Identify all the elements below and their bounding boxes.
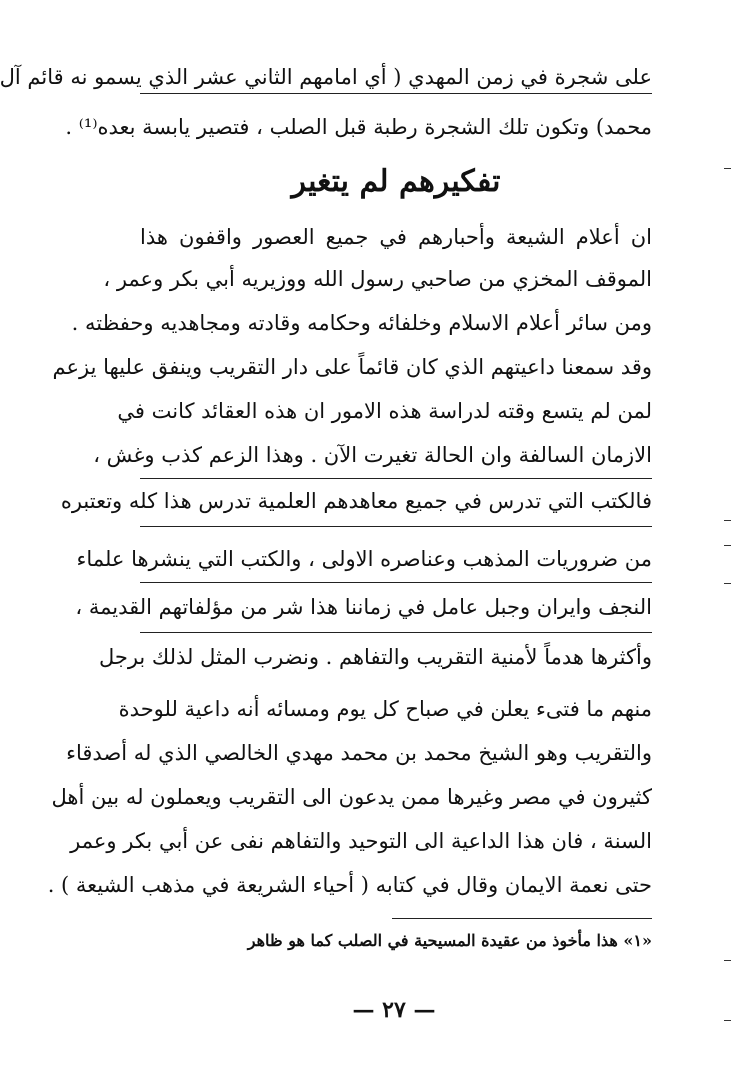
edge-mark — [724, 520, 731, 521]
body-line-2: الموقف المخزي من صاحبي رسول الله ووزيريه أبي بكر وعمر ، — [103, 267, 652, 291]
underline-rule — [140, 526, 652, 527]
body-line-15: حتى نعمة الايمان وقال في كتابه ( أحياء الشريعة في مذهب الشيعة ) . — [47, 873, 652, 897]
body-line-9: النجف وايران وجبل عامل في زماننا هذا شر من مؤلفاتهم القديمة ، — [75, 595, 652, 619]
body-line-3: ومن سائر أعلام الاسلام وخلفائه وحكامه وقادته ومجاهديه وحفظته . — [71, 311, 652, 335]
text-line-1: على شجرة في زمن المهدي ( أي امامهم الثاني عشر الذي يسمو نه قائم آل — [0, 65, 652, 89]
body-line-5: لمن لم يتسع وقته لدراسة هذه الامور ان هذه العقائد كانت في — [117, 399, 652, 423]
footnote: «١» هذا مأخوذ من عقيدة المسيحية في الصلب كما هو ظاهر — [247, 931, 652, 950]
edge-mark — [724, 1020, 731, 1021]
body-line-14: السنة ، فان هذا الداعية الى التوحيد والتفاهم نفى عن أبي بكر وعمر — [70, 829, 652, 853]
section-heading: تفكيرهم لم يتغير — [291, 164, 501, 199]
underline-rule — [140, 478, 652, 479]
edge-mark — [724, 583, 731, 584]
edge-mark — [724, 545, 731, 546]
underline-rule — [140, 582, 652, 583]
body-line-8: من ضروريات المذهب وعناصره الاولى ، والكتب التي ينشرها علماء — [76, 547, 652, 571]
body-line-6: الازمان السالفة وان الحالة تغيرت الآن . وهذا الزعم كذب وغش ، — [93, 443, 652, 467]
body-line-13: كثيرون في مصر وغيرها ممن يدعون الى التقريب ويعملون له بين أهل — [51, 785, 652, 809]
body-line-10: وأكثرها هدماً لأمنية التقريب والتفاهم . ونضرب المثل لذلك برجل — [98, 645, 652, 669]
text-line-2: محمد) وتكون تلك الشجرة رطبة قبل الصلب ، فتصير يابسة بعده⁽¹⁾ . — [65, 115, 652, 139]
edge-mark — [724, 960, 731, 961]
underline-rule — [140, 93, 652, 94]
footnote-separator — [392, 918, 652, 919]
body-line-11: منهم ما فتىء يعلن في صباح كل يوم ومسائه أنه داعية للوحدة — [118, 697, 652, 721]
body-line-4: وقد سمعنا داعيتهم الذي كان قائماً على دار التقريب وينفق عليها يزعم — [52, 355, 652, 379]
body-line-7: فالكتب التي تدرس في جميع معاهدهم العلمية تدرس هذا كله وتعتبره — [60, 489, 652, 513]
body-line-12: والتقريب وهو الشيخ محمد بن محمد مهدي الخالصي الذي له أصدقاء — [66, 741, 652, 765]
edge-mark — [724, 168, 731, 169]
underline-rule — [140, 632, 652, 633]
page-number: — ٢٧ — — [352, 997, 436, 1023]
body-line-1: ان أعلام الشيعة وأحبارهم في جميع العصور واقفون هذا — [140, 225, 652, 249]
